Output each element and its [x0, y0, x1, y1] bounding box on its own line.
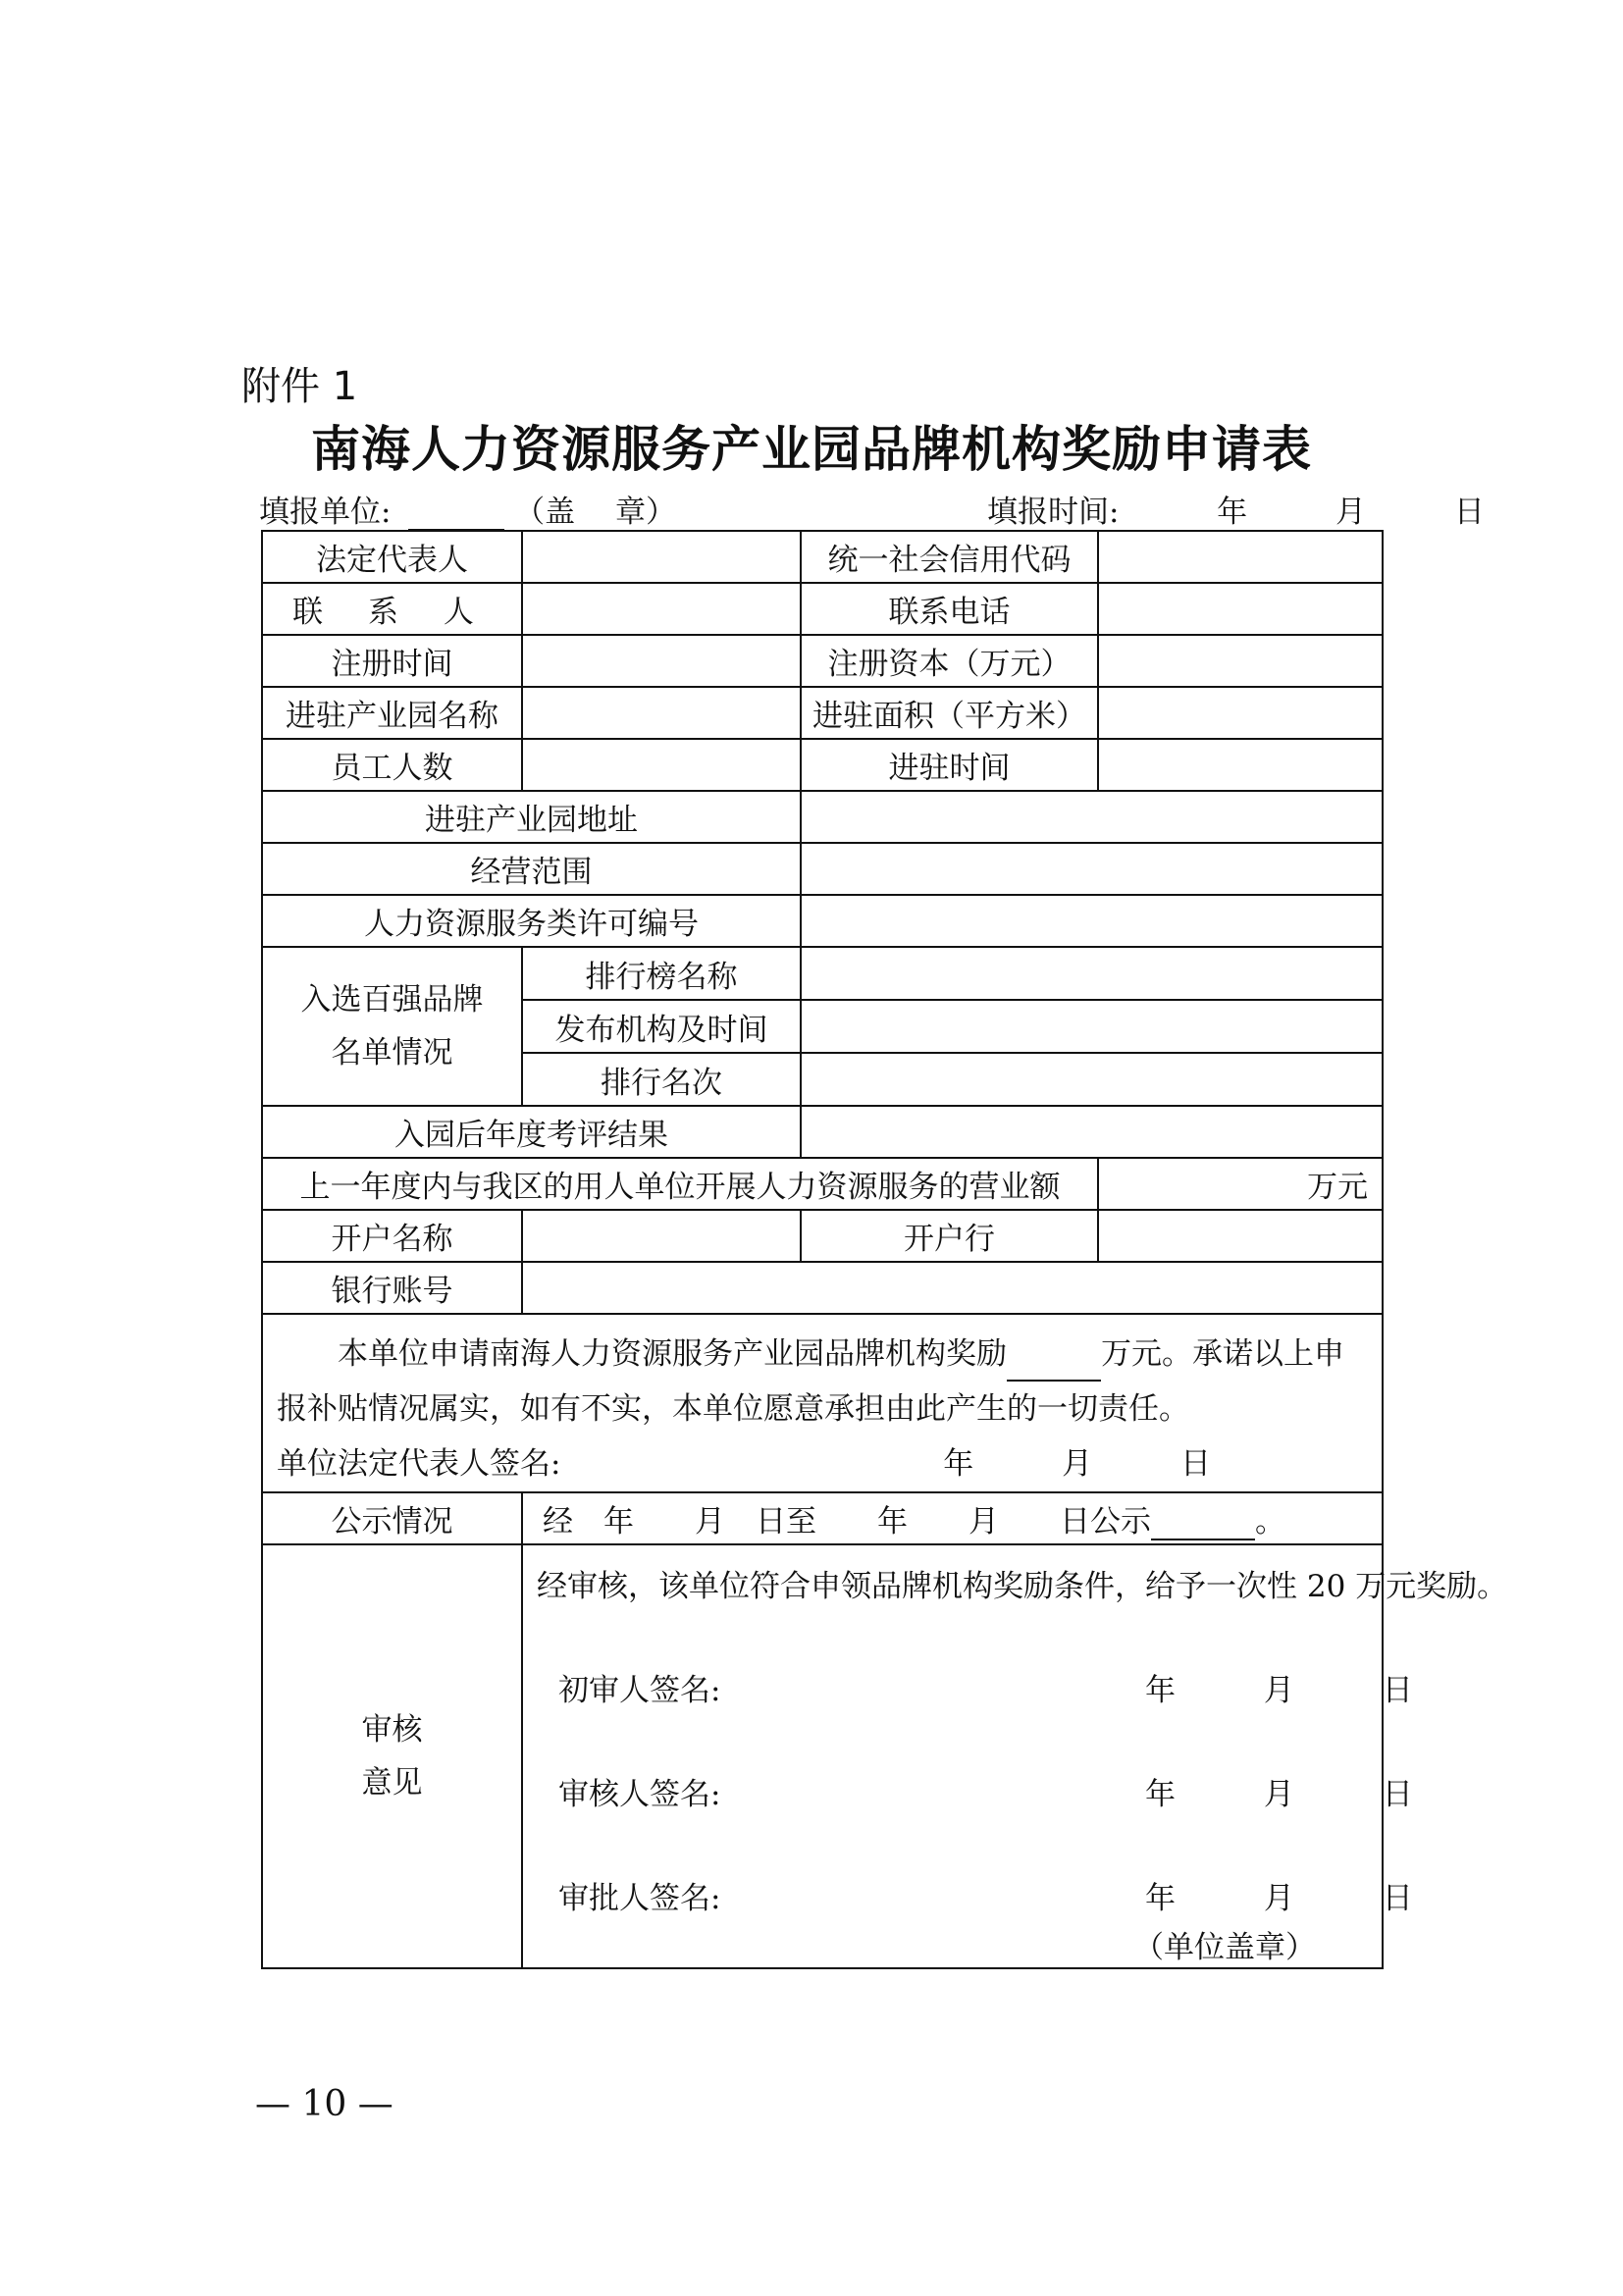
- declaration-sign-row: [277, 1436, 1368, 1491]
- legal-rep-sign-label: 单位法定代表人签名:: [277, 1446, 561, 1482]
- credit-code-field[interactable]: [1098, 531, 1383, 583]
- brand-list-label: [262, 947, 522, 1106]
- account-no-label: 银行账号: [262, 1262, 522, 1314]
- fill-unit-stamp: （盖 章）: [514, 495, 677, 530]
- declaration-text: [277, 1327, 1368, 1436]
- reg-capital-label: 注册资本（万元）: [801, 635, 1098, 687]
- revenue-field[interactable]: [1098, 1158, 1383, 1210]
- review-label-line2: 意见: [361, 1765, 423, 1800]
- scope-field[interactable]: [801, 843, 1383, 895]
- bank-label: 开户行: [801, 1210, 1098, 1262]
- area-field[interactable]: [1098, 687, 1383, 739]
- application-form-table: [261, 530, 1508, 1969]
- first-signer-date: 年 月 日: [1145, 1673, 1452, 1708]
- declaration-date: 年 月 日: [943, 1446, 1250, 1482]
- legal-rep-label: 法定代表人: [262, 531, 522, 583]
- phone-label: 联系电话: [801, 583, 1098, 635]
- brand-list-label-line1: 入选百强品牌: [300, 982, 484, 1018]
- reg-time-field[interactable]: [522, 635, 801, 687]
- reviewer-date: 年 月 日: [1145, 1777, 1452, 1812]
- declaration-part1: 本单位申请南海人力资源服务产业园品牌机构奖励: [338, 1336, 1007, 1372]
- publisher-label: 发布机构及时间: [522, 1000, 801, 1053]
- account-no-field[interactable]: [522, 1262, 1383, 1314]
- fill-time-ymd: 年 月 日: [1217, 495, 1524, 530]
- attachment-label: 附件 1: [241, 364, 358, 409]
- form-title: 南海人力资源服务产业园品牌机构奖励申请表: [311, 420, 1312, 478]
- publicity-text: 经 年 月 日至 年 月 日公示: [543, 1504, 1151, 1539]
- license-no-label: 人力资源服务类许可编号: [262, 895, 801, 947]
- scope-label: 经营范围: [262, 843, 801, 895]
- unit-stamp-label: （单位盖章）: [1133, 1930, 1316, 1965]
- brand-list-label-line2: 名单情况: [331, 1035, 453, 1070]
- fill-unit-label: 填报单位:: [259, 495, 392, 530]
- list-name-field[interactable]: [801, 947, 1383, 1000]
- declaration-amount-blank[interactable]: [1007, 1354, 1101, 1382]
- reg-capital-field[interactable]: [1098, 635, 1383, 687]
- fill-unit-row: [259, 487, 676, 531]
- reviewer-sign-label: 审核人签名:: [558, 1777, 721, 1812]
- publicity-label: 公示情况: [262, 1492, 522, 1544]
- park-address-label: 进驻产业园地址: [262, 791, 801, 843]
- credit-code-label: 统一社会信用代码: [801, 531, 1098, 583]
- approver-date: 年 月 日: [1145, 1881, 1452, 1916]
- license-no-field[interactable]: [801, 895, 1383, 947]
- review-label: [262, 1544, 522, 1968]
- fill-time-row: [987, 487, 1524, 531]
- area-label: 进驻面积（平方米）: [801, 687, 1098, 739]
- declaration-cell: [262, 1314, 1383, 1492]
- park-name-field[interactable]: [522, 687, 801, 739]
- declaration-part2: 万元。承诺以上申报补贴情况属实，如有不实，本单位愿意承担由此产生的一切责任。: [277, 1336, 1344, 1427]
- reg-time-label: 注册时间: [262, 635, 522, 687]
- legal-rep-field[interactable]: [522, 531, 801, 583]
- publicity-end: 。: [1255, 1504, 1285, 1539]
- staff-field[interactable]: [522, 739, 801, 791]
- contact-label: 联 系 人: [262, 583, 522, 635]
- park-name-label: 进驻产业园名称: [262, 687, 522, 739]
- entry-time-label: 进驻时间: [801, 739, 1098, 791]
- rank-label: 排行名次: [522, 1053, 801, 1106]
- park-address-field[interactable]: [801, 791, 1383, 843]
- fill-unit-blank[interactable]: [408, 501, 504, 531]
- review-opinion-cell: [522, 1544, 1508, 1968]
- approver-sign-label: 审批人签名:: [558, 1881, 721, 1916]
- publisher-field[interactable]: [801, 1000, 1383, 1053]
- list-name-label: 排行榜名称: [522, 947, 801, 1000]
- fill-time-label: 填报时间:: [987, 495, 1120, 530]
- first-signer-label: 初审人签名:: [558, 1673, 721, 1708]
- revenue-unit: 万元: [1307, 1170, 1368, 1205]
- revenue-label: 上一年度内与我区的用人单位开展人力资源服务的营业额: [262, 1158, 1098, 1210]
- account-name-label: 开户名称: [262, 1210, 522, 1262]
- publicity-blank[interactable]: [1151, 1515, 1255, 1540]
- annual-eval-field[interactable]: [801, 1106, 1383, 1158]
- staff-label: 员工人数: [262, 739, 522, 791]
- phone-field[interactable]: [1098, 583, 1383, 635]
- page-number: — 10 —: [255, 2084, 393, 2124]
- publicity-field: [522, 1492, 1383, 1544]
- account-name-field[interactable]: [522, 1210, 801, 1262]
- review-statement: 经审核，该单位符合申领品牌机构奖励条件，给予一次性 20 万元奖励。: [537, 1569, 1508, 1604]
- bank-field[interactable]: [1098, 1210, 1383, 1262]
- entry-time-field[interactable]: [1098, 739, 1383, 791]
- annual-eval-label: 入园后年度考评结果: [262, 1106, 801, 1158]
- review-label-line1: 审核: [361, 1712, 423, 1748]
- rank-field[interactable]: [801, 1053, 1383, 1106]
- contact-field[interactable]: [522, 583, 801, 635]
